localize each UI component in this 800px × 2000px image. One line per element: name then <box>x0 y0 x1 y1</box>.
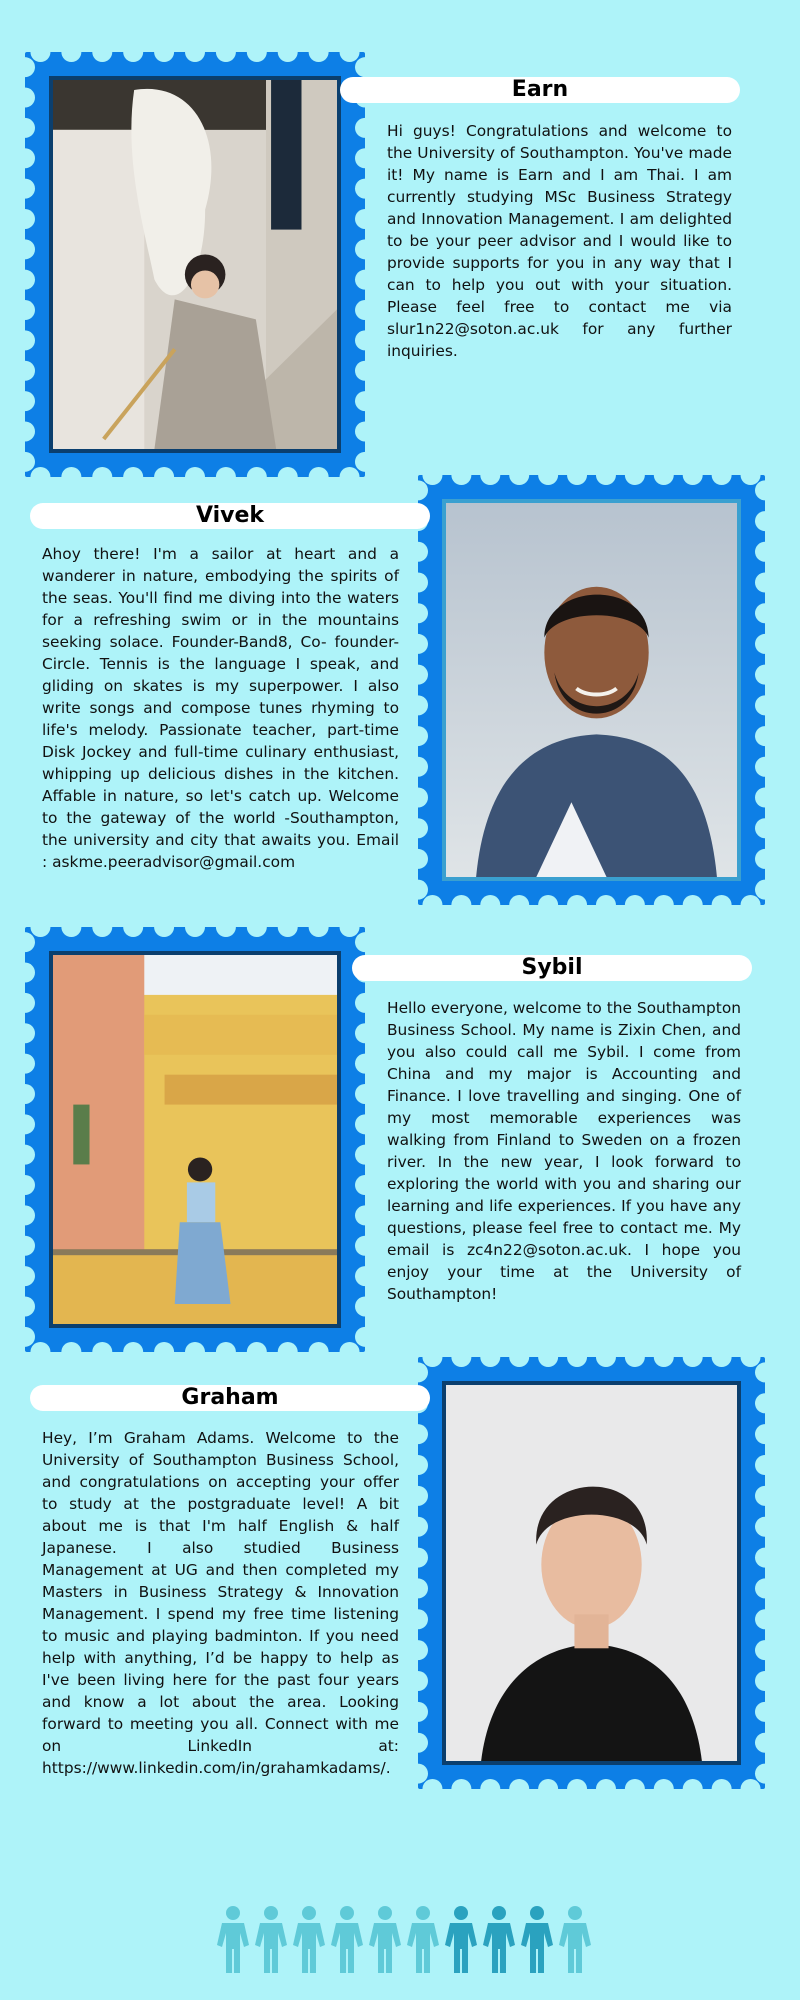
earn-photo <box>49 76 341 453</box>
perforation-hole <box>755 1455 765 1475</box>
perforation-hole <box>25 118 35 138</box>
perforation-hole <box>418 480 428 500</box>
perforation-hole <box>25 1145 35 1165</box>
perforation-hole <box>25 1054 35 1074</box>
perforation-hole <box>755 1548 765 1568</box>
perforation-hole <box>418 1362 428 1382</box>
perforation-hole <box>355 209 365 229</box>
perforation-hole <box>25 209 35 229</box>
perforation-hole <box>418 1640 428 1660</box>
perforation-hole <box>451 895 471 905</box>
perforation-hole <box>30 1342 50 1352</box>
advisor-bio-graham: Hey, I’m Graham Adams. Welcome to the University of Southampton Business School, and congratulations on accepting your offer to study at the postgraduate level! A bit about me is that I'm half English & half Japanese. I also studied Business Management at UG and then completed my Masters in Business Strategy & Innovation Management. I spend my free time listening to music and playing badminton. If you need help with anything, I’d be happy to help as I've been living here for the past four years and know a lot about the area. Looking forward to meeting you all. Connect with me on LinkedIn at: https://www.linkedin.com/in/grahamkadams/. <box>42 1429 399 1777</box>
perforation-hole <box>567 475 587 485</box>
perforation-hole <box>755 1424 765 1444</box>
person-figure-icon <box>331 1906 363 1973</box>
perforation-hole <box>92 1342 112 1352</box>
vivek-photo <box>442 499 741 881</box>
perforation-hole <box>418 1548 428 1568</box>
perforation-hole <box>418 1517 428 1537</box>
perforation-hole <box>755 1702 765 1722</box>
sybil-photo <box>49 951 341 1328</box>
perforation-hole <box>216 52 236 62</box>
perforation-hole <box>355 1327 365 1347</box>
perforation-hole <box>418 1486 428 1506</box>
perforation-hole <box>355 1023 365 1043</box>
person-figure-icon <box>369 1906 401 1973</box>
perforation-hole <box>538 1357 558 1367</box>
perforation-hole <box>755 511 765 531</box>
perforation-hole <box>309 52 329 62</box>
perforation-hole <box>418 849 428 869</box>
perforation-hole <box>596 1357 616 1367</box>
perforation-hole <box>567 895 587 905</box>
perforation-hole <box>25 1327 35 1347</box>
perforation-hole <box>418 757 428 777</box>
perforation-hole <box>480 895 500 905</box>
perforation-hole <box>25 1266 35 1286</box>
perforation-hole <box>625 1779 645 1789</box>
perforation-hole <box>755 634 765 654</box>
perforation-hole <box>418 1424 428 1444</box>
perforation-hole <box>418 573 428 593</box>
graham-photo <box>442 1381 741 1765</box>
perforation-hole <box>25 1236 35 1256</box>
perforation-hole <box>418 1578 428 1598</box>
perforation-hole <box>154 1342 174 1352</box>
perforation-hole <box>25 361 35 381</box>
graham-photo-stamp <box>418 1357 765 1789</box>
person-figure-icon <box>217 1906 249 1973</box>
perforation-hole <box>92 467 112 477</box>
perforation-hole <box>355 57 365 77</box>
perforation-hole <box>418 1733 428 1753</box>
perforation-hole <box>755 480 765 500</box>
perforation-hole <box>480 475 500 485</box>
perforation-hole <box>683 475 703 485</box>
perforation-hole <box>712 475 732 485</box>
perforation-hole <box>683 1779 703 1789</box>
advisor-name-graham: Graham <box>30 1385 430 1411</box>
perforation-hole <box>741 475 761 485</box>
perforation-hole <box>25 421 35 441</box>
perforation-hole <box>755 1640 765 1660</box>
perforation-hole <box>30 467 50 477</box>
perforation-hole <box>355 118 365 138</box>
perforation-hole <box>418 665 428 685</box>
perforation-hole <box>25 932 35 952</box>
perforation-hole <box>741 895 761 905</box>
perforation-hole <box>418 542 428 562</box>
person-figure-icon <box>521 1906 553 1973</box>
perforation-hole <box>509 1357 529 1367</box>
perforation-hole <box>355 1054 365 1074</box>
perforation-hole <box>355 179 365 199</box>
perforation-hole <box>596 475 616 485</box>
perforation-hole <box>25 1114 35 1134</box>
perforation-hole <box>755 542 765 562</box>
perforation-hole <box>123 467 143 477</box>
perforation-hole <box>309 1342 329 1352</box>
perforation-hole <box>755 1733 765 1753</box>
perforation-hole <box>654 1357 674 1367</box>
advisor-bio-vivek: Ahoy there! I'm a sailor at heart and a wanderer in nature, embodying the spirits of the seas. You'll find me diving into the waters for a refreshing swim or in the mountains seeking solace. Founder-Band8, Co- founder- Circle. Tennis is the language I speak, and gliding on skates is my superpower. I also write songs and compose tunes rhyming to life's melody. Passionate teacher, part-time Disk Jockey and full-time culinary enthusiast, whipping up delicious dishes in the kitchen. Affable in nature, so let's catch up. Welcome to the gateway of the world -Southampton, the university and city that awaits you. Email : askme.peeradvisor@gmail.com <box>42 545 399 871</box>
perforation-hole <box>755 695 765 715</box>
perforation-hole <box>355 300 365 320</box>
person-figure-icon <box>483 1906 515 1973</box>
perforation-hole <box>422 475 442 485</box>
perforation-hole <box>755 757 765 777</box>
perforation-hole <box>355 361 365 381</box>
perforation-hole <box>422 1357 442 1367</box>
perforation-hole <box>355 1266 365 1286</box>
person-figure-icon <box>293 1906 325 1973</box>
perforation-hole <box>355 932 365 952</box>
perforation-hole <box>755 1609 765 1629</box>
earn-photo-stamp <box>25 52 365 477</box>
perforation-hole <box>755 1362 765 1382</box>
perforation-hole <box>247 52 267 62</box>
perforation-hole <box>596 895 616 905</box>
perforation-hole <box>61 927 81 937</box>
perforation-hole <box>278 467 298 477</box>
perforation-hole <box>418 1671 428 1691</box>
perforation-hole <box>355 270 365 290</box>
perforation-hole <box>92 927 112 937</box>
perforation-hole <box>418 695 428 715</box>
perforation-hole <box>755 573 765 593</box>
perforation-hole <box>355 1145 365 1165</box>
person-figure-icon <box>559 1906 591 1973</box>
person-figure-icon <box>255 1906 287 1973</box>
perforation-hole <box>418 1609 428 1629</box>
perforation-hole <box>216 927 236 937</box>
perforation-hole <box>30 52 50 62</box>
vivek-photo-stamp <box>418 475 765 905</box>
perforation-hole <box>712 1779 732 1789</box>
perforation-hole <box>25 1175 35 1195</box>
perforation-hole <box>355 391 365 411</box>
perforation-hole <box>451 475 471 485</box>
perforation-hole <box>755 788 765 808</box>
perforation-hole <box>25 179 35 199</box>
perforation-hole <box>755 665 765 685</box>
perforation-hole <box>61 467 81 477</box>
perforation-hole <box>154 927 174 937</box>
perforation-hole <box>355 452 365 472</box>
perforation-hole <box>25 1023 35 1043</box>
perforation-hole <box>247 467 267 477</box>
perforation-hole <box>309 467 329 477</box>
perforation-hole <box>712 895 732 905</box>
perforation-hole <box>755 603 765 623</box>
perforation-hole <box>355 1175 365 1195</box>
perforation-hole <box>123 1342 143 1352</box>
perforation-hole <box>92 52 112 62</box>
perforation-hole <box>340 1342 360 1352</box>
perforation-hole <box>755 726 765 746</box>
perforation-hole <box>216 467 236 477</box>
perforation-hole <box>451 1357 471 1367</box>
perforation-hole <box>422 1779 442 1789</box>
people-group-icon <box>215 1905 595 1975</box>
perforation-hole <box>755 1764 765 1784</box>
perforation-hole <box>418 880 428 900</box>
perforation-hole <box>741 1779 761 1789</box>
perforation-hole <box>25 57 35 77</box>
perforation-hole <box>755 1486 765 1506</box>
perforation-hole <box>25 330 35 350</box>
perforation-hole <box>185 467 205 477</box>
perforation-hole <box>418 1455 428 1475</box>
advisor-name-vivek: Vivek <box>30 503 430 529</box>
perforation-hole <box>355 239 365 259</box>
perforation-hole <box>654 1779 674 1789</box>
perforation-hole <box>418 603 428 623</box>
perforation-hole <box>278 1342 298 1352</box>
perforation-hole <box>154 52 174 62</box>
perforation-hole <box>567 1779 587 1789</box>
perforation-hole <box>25 148 35 168</box>
perforation-hole <box>418 1702 428 1722</box>
perforation-hole <box>247 927 267 937</box>
perforation-hole <box>355 1084 365 1104</box>
perforation-hole <box>683 895 703 905</box>
perforation-hole <box>509 475 529 485</box>
perforation-hole <box>625 1357 645 1367</box>
perforation-hole <box>185 52 205 62</box>
perforation-hole <box>185 927 205 937</box>
perforation-hole <box>755 1578 765 1598</box>
perforation-hole <box>340 927 360 937</box>
person-figure-icon <box>445 1906 477 1973</box>
perforation-hole <box>509 895 529 905</box>
perforation-hole <box>654 475 674 485</box>
perforation-hole <box>355 1114 365 1134</box>
perforation-hole <box>25 1084 35 1104</box>
perforation-hole <box>25 1205 35 1225</box>
perforation-hole <box>755 1393 765 1413</box>
perforation-hole <box>25 88 35 108</box>
perforation-hole <box>61 52 81 62</box>
perforation-hole <box>216 1342 236 1352</box>
perforation-hole <box>355 1296 365 1316</box>
perforation-hole <box>567 1357 587 1367</box>
perforation-hole <box>418 726 428 746</box>
perforation-hole <box>418 634 428 654</box>
perforation-hole <box>355 1205 365 1225</box>
perforation-hole <box>25 963 35 983</box>
perforation-hole <box>755 1671 765 1691</box>
perforation-hole <box>418 818 428 838</box>
perforation-hole <box>355 148 365 168</box>
sybil-photo-stamp <box>25 927 365 1352</box>
perforation-hole <box>355 993 365 1013</box>
perforation-hole <box>596 1779 616 1789</box>
perforation-hole <box>755 880 765 900</box>
perforation-hole <box>25 270 35 290</box>
person-figure-icon <box>407 1906 439 1973</box>
perforation-hole <box>480 1779 500 1789</box>
perforation-hole <box>25 300 35 320</box>
perforation-hole <box>25 993 35 1013</box>
perforation-hole <box>340 52 360 62</box>
perforation-hole <box>418 788 428 808</box>
perforation-hole <box>625 895 645 905</box>
perforation-hole <box>755 1517 765 1537</box>
perforation-hole <box>355 330 365 350</box>
perforation-hole <box>418 1764 428 1784</box>
perforation-hole <box>61 1342 81 1352</box>
perforation-hole <box>480 1357 500 1367</box>
perforation-hole <box>538 1779 558 1789</box>
perforation-hole <box>278 927 298 937</box>
advisor-name-sybil: Sybil <box>352 955 752 981</box>
perforation-hole <box>355 421 365 441</box>
perforation-hole <box>451 1779 471 1789</box>
perforation-hole <box>712 1357 732 1367</box>
perforation-hole <box>123 52 143 62</box>
advisor-bio-earn: Hi guys! Congratulations and welcome to the University of Southampton. You've made it! My name is Earn and I am Thai. I am currently studying MSc Business Strategy and Innovation Management. I am delighted to be your peer advisor and I would like to provide supports for you in any way that I can to help you out with your situation. Please feel free to contact me via slur1n22@soton.ac.uk for any further inquiries. <box>387 122 732 360</box>
perforation-hole <box>422 895 442 905</box>
advisor-bio-sybil: Hello everyone, welcome to the Southampton Business School. My name is Zixin Chen, and you also could call me Sybil. I come from China and my major is Accounting and Finance. I love travelling and singing. One of my most memorable experiences was walking from Finland to Sweden on a frozen river. In the new year, I look forward to exploring the world with you and sharing our learning and life experiences. If you have any questions, please feel free to contact me. My email is zc4n22@soton.ac.uk. I hope you enjoy your time at the University of Southampton! <box>387 999 741 1303</box>
perforation-hole <box>538 475 558 485</box>
perforation-hole <box>741 1357 761 1367</box>
perforation-hole <box>123 927 143 937</box>
perforation-hole <box>278 52 298 62</box>
perforation-hole <box>30 927 50 937</box>
perforation-hole <box>25 239 35 259</box>
perforation-hole <box>25 452 35 472</box>
perforation-hole <box>509 1779 529 1789</box>
perforation-hole <box>625 475 645 485</box>
perforation-hole <box>683 1357 703 1367</box>
perforation-hole <box>247 1342 267 1352</box>
perforation-hole <box>154 467 174 477</box>
advisor-name-earn: Earn <box>340 77 740 103</box>
perforation-hole <box>25 1296 35 1316</box>
perforation-hole <box>25 391 35 411</box>
perforation-hole <box>355 1236 365 1256</box>
perforation-hole <box>340 467 360 477</box>
perforation-hole <box>309 927 329 937</box>
perforation-hole <box>755 849 765 869</box>
perforation-hole <box>185 1342 205 1352</box>
perforation-hole <box>538 895 558 905</box>
perforation-hole <box>755 818 765 838</box>
perforation-hole <box>654 895 674 905</box>
